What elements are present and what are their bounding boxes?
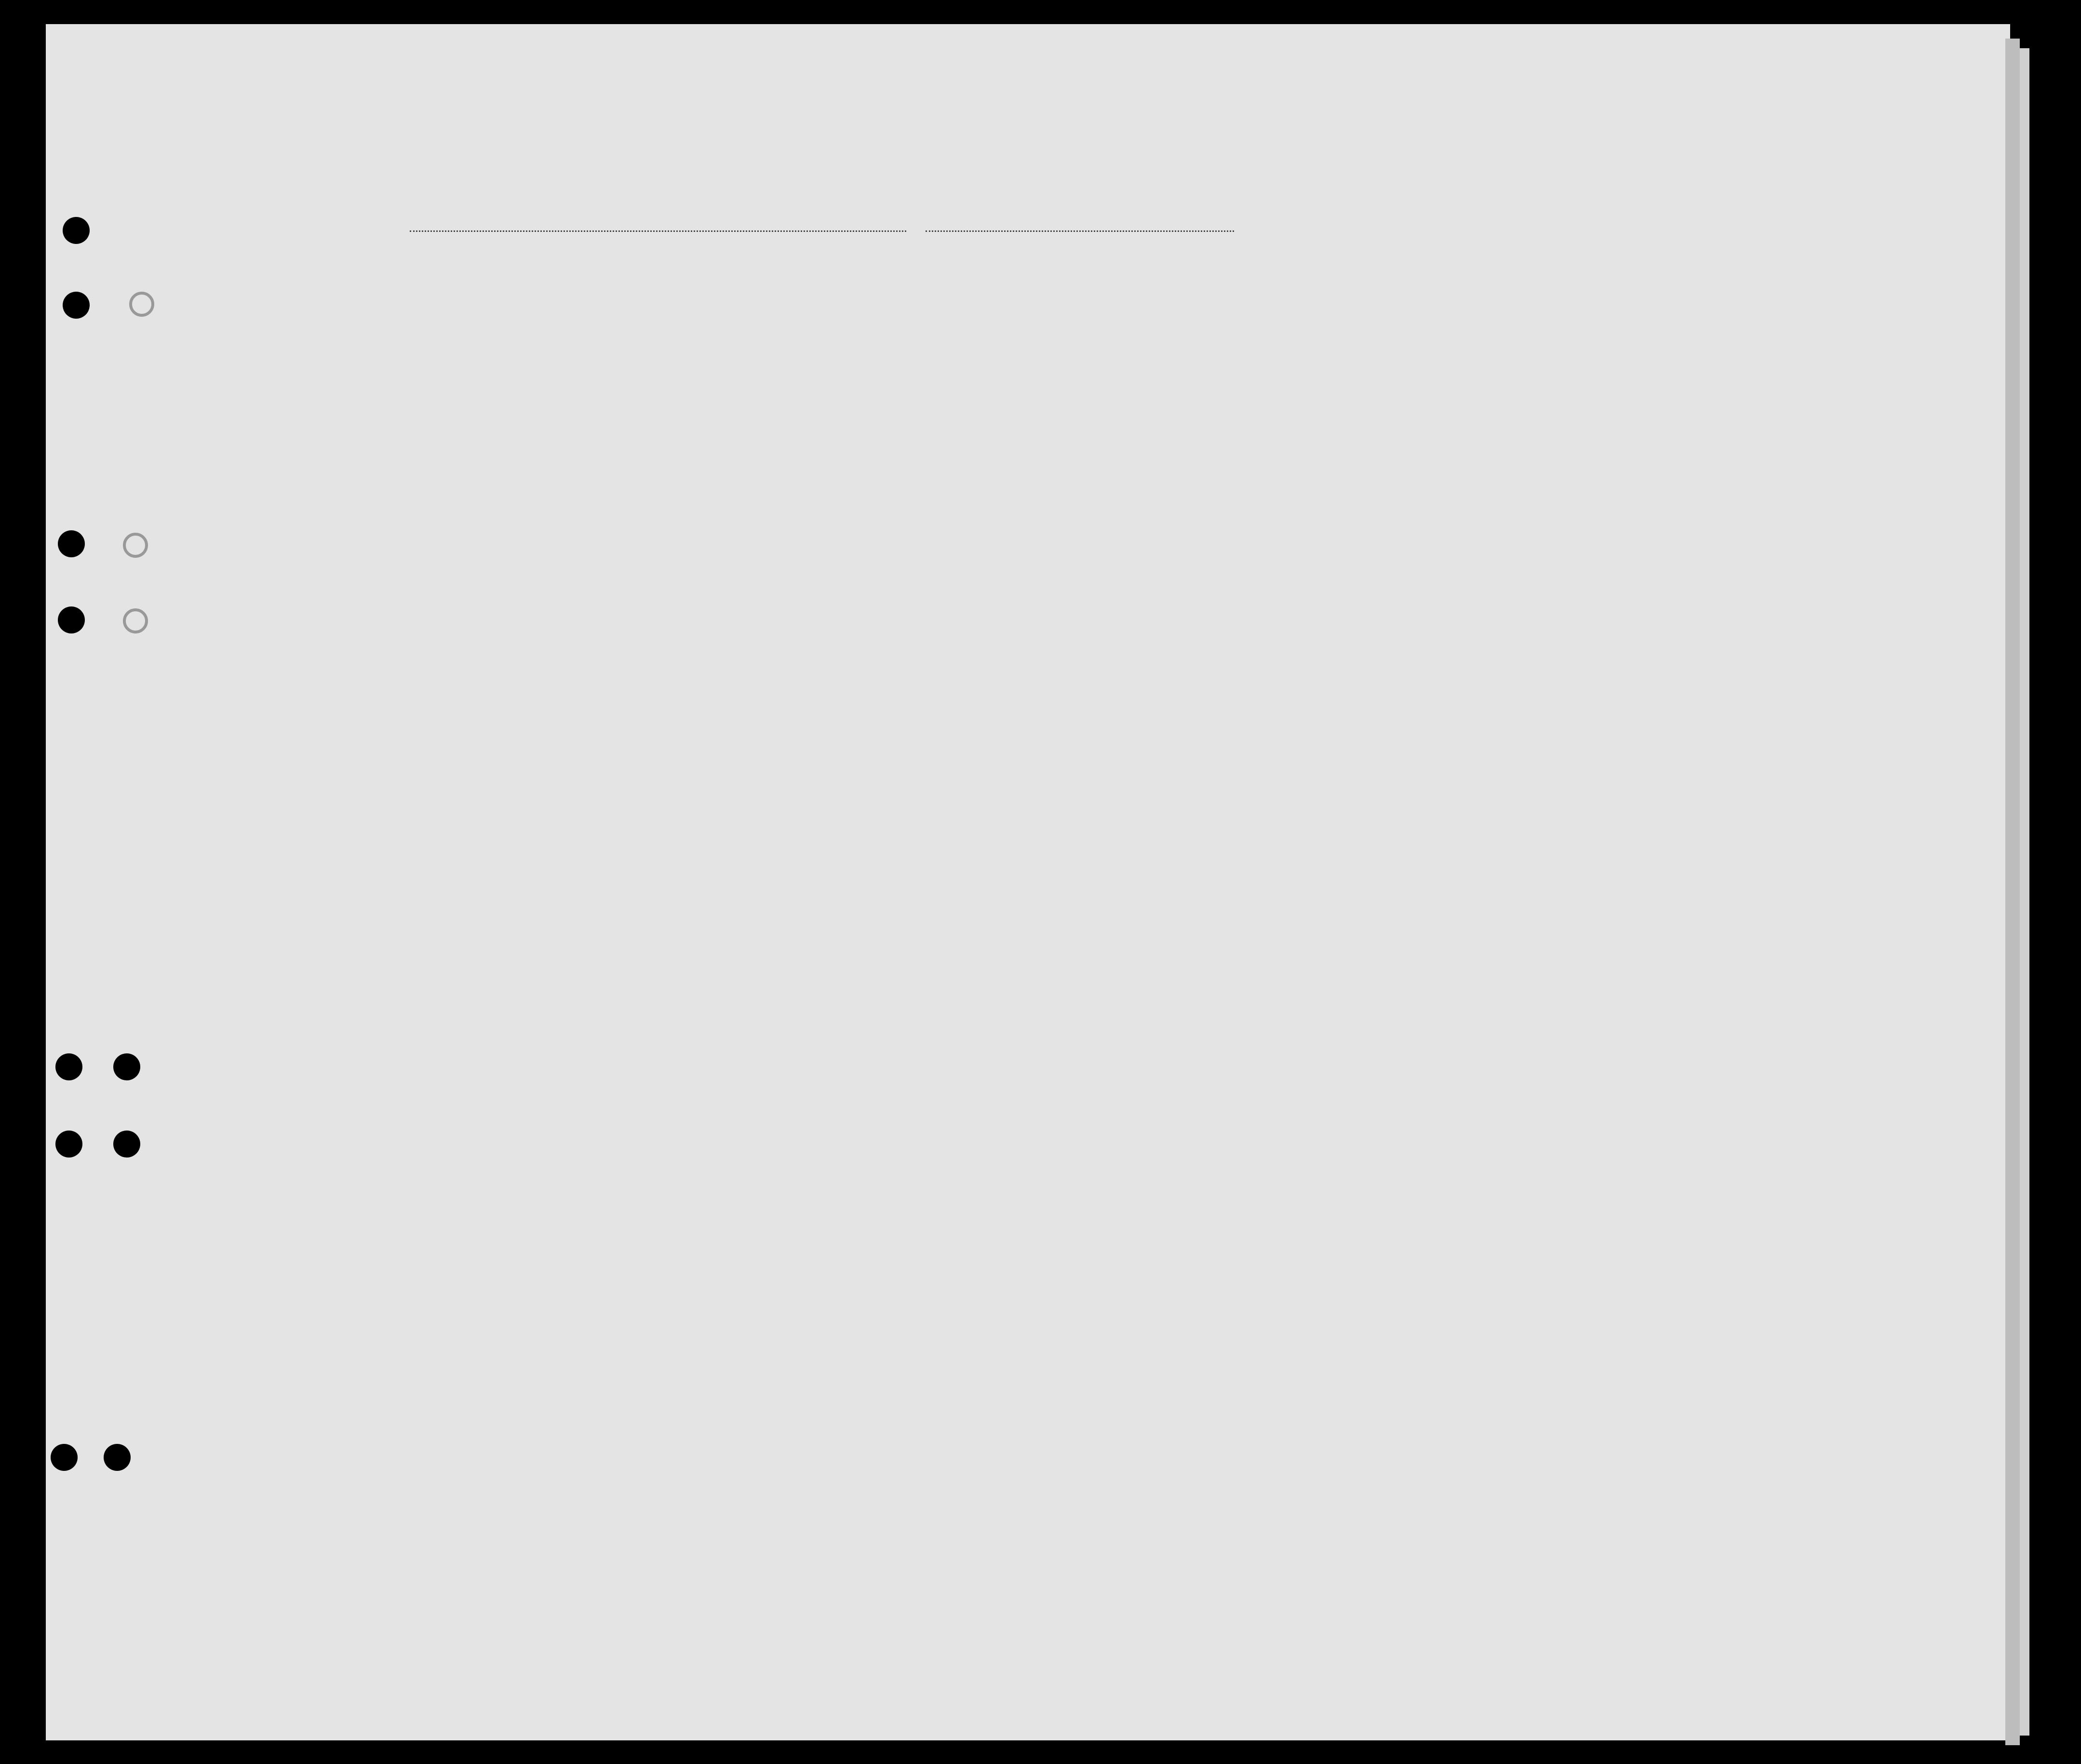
hdr-possession	[764, 289, 783, 415]
hdr-anarchist	[1408, 340, 1427, 456]
hdr-ticket	[644, 289, 663, 429]
hdr-polygamist	[1388, 340, 1408, 456]
